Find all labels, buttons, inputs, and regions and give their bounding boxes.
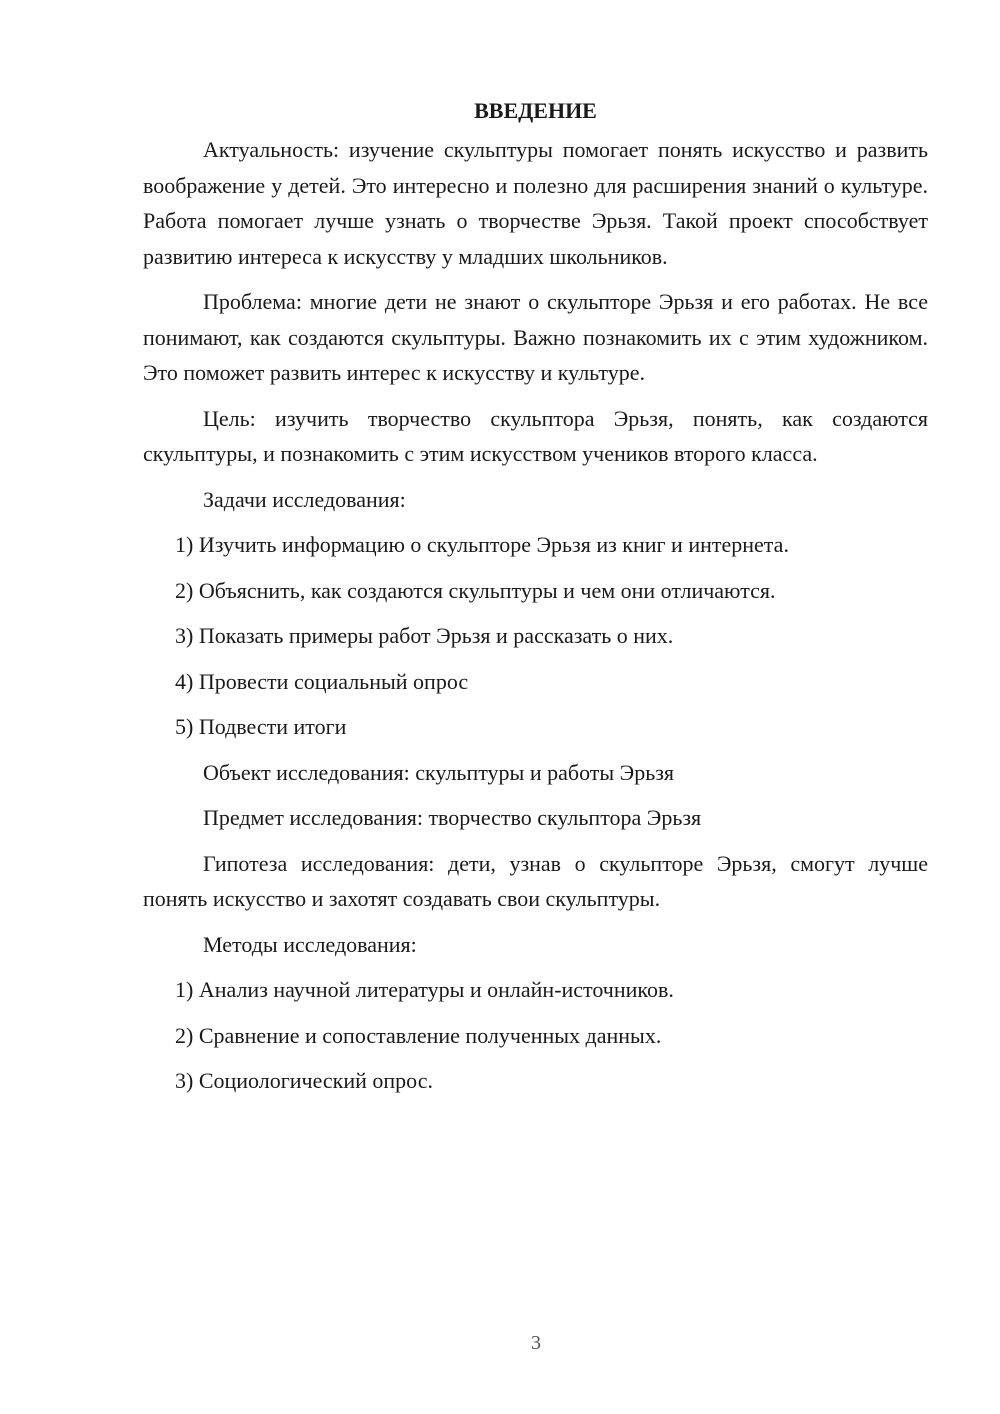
goal-paragraph: Цель: изучить творчество скульптора Эрьзя, понять, как создаются скульптуры, и познакомить с этим искусством учеников второго класса. xyxy=(143,405,928,466)
task-item: 5) Подвести итоги xyxy=(175,714,347,739)
problem-paragraph: Проблема: многие дети не знают о скульпторе Эрьзя и его работах. Не все понимают, как создаются скульптуры. Важно познакомить их с этим художником. Это поможет развить интерес к искусству и культуре. xyxy=(143,289,928,385)
relevance-paragraph: Актуальность: изучение скульптуры помогает понять искусство и развить воображение у детей. Это интересно и полезно для расширения знаний о культуре. Работа помогает лучше узнать о творчестве Эрьзя. Такой проект способствует развитию интереса к искусству у младших школьников. xyxy=(143,137,928,269)
method-item: 1) Анализ научной литературы и онлайн-источников. xyxy=(175,977,674,1002)
methods-heading: Методы исследования: xyxy=(203,931,417,957)
document-page xyxy=(143,93,928,1109)
method-item: 2) Сравнение и сопоставление полученных данных. xyxy=(175,1022,662,1048)
page-number: 3 xyxy=(531,1332,541,1354)
research-object: Объект исследования: скульптуры и работы Эрьзя xyxy=(203,759,675,785)
tasks-heading: Задачи исследования: xyxy=(203,486,406,512)
hypothesis-paragraph: Гипотеза исследования: дети, узнав о скульпторе Эрьзя, смогут лучше понять искусство и захотят создавать свои скульптуры. xyxy=(143,850,928,911)
task-item: 1) Изучить информацию о скульпторе Эрьзя из книг и интернета. xyxy=(175,532,789,557)
task-item: 2) Объяснить, как создаются скульптуры и чем они отличаются. xyxy=(175,577,776,603)
task-item: 3) Показать примеры работ Эрьзя и рассказать о них. xyxy=(175,623,674,648)
section-title: ВВЕДЕНИЕ xyxy=(474,98,597,123)
research-subject: Предмет исследования: творчество скульптора Эрьзя xyxy=(203,805,702,830)
task-item: 4) Провести социальный опрос xyxy=(175,668,469,694)
method-item: 3) Социологический опрос. xyxy=(175,1068,433,1093)
